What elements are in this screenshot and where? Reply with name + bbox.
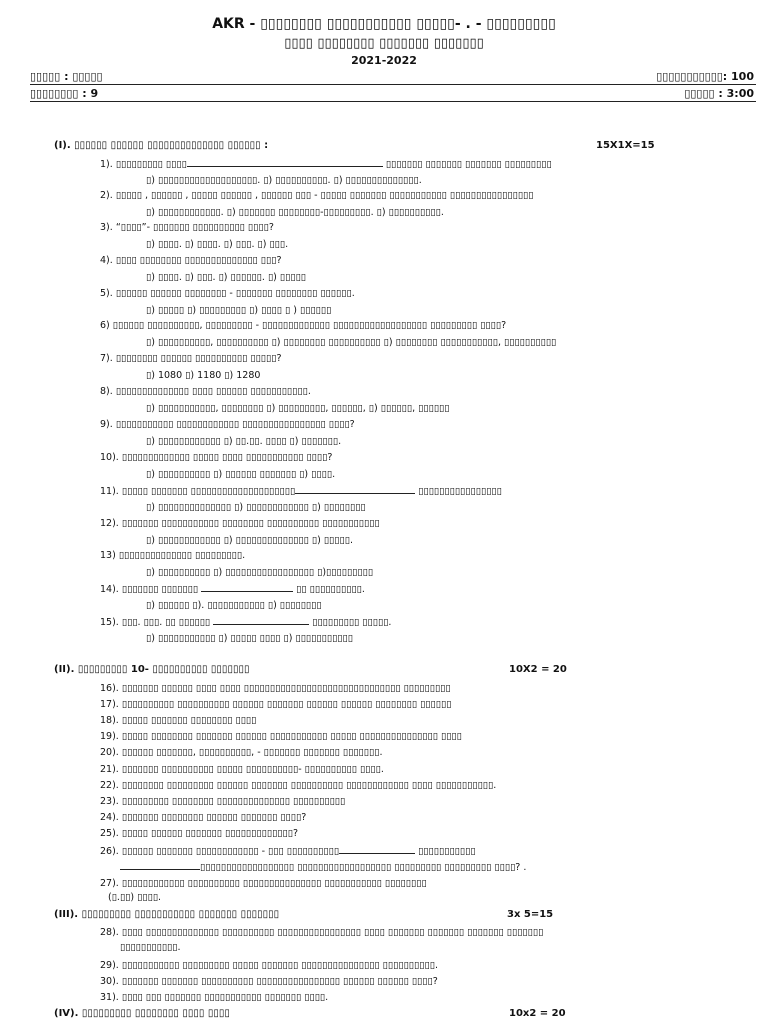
question: 12). ▯▯▯▯▯▯▯ ▯▯▯▯▯▯▯▯▯▯▯ ▯▯▯▯▯▯▯▯ ▯▯▯▯▯▯▯▯▯▯ ▯▯▯▯▯▯▯▯▯▯▯ [100, 518, 380, 529]
question-options: ▯) ▯▯▯▯▯▯▯▯▯▯, ▯▯▯▯▯▯▯▯▯▯ ▯) ▯▯▯▯▯▯▯▯ ▯▯▯▯▯▯▯▯▯▯ ▯) ▯▯▯▯▯▯▯▯ ▯▯▯▯▯▯▯▯▯▯▯, ▯▯▯▯▯▯▯▯▯▯ [146, 337, 557, 348]
question: 11). ▯▯▯▯▯ ▯▯▯▯▯▯▯ ▯▯▯▯▯▯▯▯▯▯▯▯▯▯▯▯▯▯▯▯ ▯▯▯▯▯▯▯▯▯▯▯▯▯▯▯▯ [100, 486, 502, 497]
question: 23). ▯▯▯▯▯▯▯▯▯ ▯▯▯▯▯▯▯▯ ▯▯▯▯▯▯▯▯▯▯▯▯▯▯ ▯▯▯▯▯▯▯▯▯▯ [100, 796, 346, 807]
question: 22). ▯▯▯▯▯▯▯▯ ▯▯▯▯▯▯▯▯▯ ▯▯▯▯▯▯ ▯▯▯▯▯▯▯ ▯▯▯▯▯▯▯▯▯▯ ▯▯▯▯▯▯▯▯▯▯▯▯ ▯▯▯▯ ▯▯▯▯▯▯▯▯▯▯▯. [100, 780, 497, 791]
question-continued: ▯▯▯▯▯▯▯▯▯▯▯▯▯▯▯▯▯▯ ▯▯▯▯▯▯▯▯▯▯▯▯▯▯▯▯▯▯ ▯▯▯▯▯▯▯▯▯ ▯▯▯▯▯▯▯▯▯ ▯▯▯▯? . [120, 861, 760, 874]
question-options: ▯) ▯▯▯▯▯▯▯▯▯▯▯▯ ▯) ▯▯▯▯▯▯▯▯▯▯▯▯▯▯ ▯) ▯▯▯▯▯. [146, 535, 353, 546]
question-options: ▯) ▯▯▯▯▯▯▯▯▯▯▯▯▯▯▯▯▯▯▯. ▯) ▯▯▯▯▯▯▯▯▯▯. ▯) ▯▯▯▯▯▯▯▯▯▯▯▯▯▯. [146, 175, 422, 186]
class-label: ▯▯▯▯▯▯▯▯ : 9 [30, 87, 99, 100]
school-title: AKR - ▯▯▯▯▯▯▯▯ ▯▯▯▯▯▯▯▯▯▯▯ ▯▯▯▯▯- . - ▯▯▯▯▯▯▯▯▯ [212, 16, 556, 32]
section-marks: 3x 5=15 [507, 909, 554, 920]
time-label: ▯▯▯▯▯ : 3:00 [684, 87, 754, 100]
question-options: ▯) ▯▯▯▯. ▯) ▯▯▯▯. ▯) ▯▯▯. ▯) ▯▯▯. [146, 239, 289, 250]
question-options: ▯) ▯▯▯▯▯▯▯▯▯▯▯▯ ▯) ▯▯.▯▯. ▯▯▯▯ ▯) ▯▯▯▯▯▯▯. [146, 436, 342, 447]
question-continued: ▯▯▯▯▯▯▯▯▯▯▯. [120, 942, 181, 953]
question-options: ▯) ▯▯▯▯▯▯▯▯▯▯▯ ▯) ▯▯▯▯▯ ▯▯▯▯ ▯) ▯▯▯▯▯▯▯▯▯▯▯ [146, 633, 353, 644]
header-divider [30, 84, 756, 85]
question: 30). ▯▯▯▯▯▯▯ ▯▯▯▯▯▯▯ ▯▯▯▯▯▯▯▯▯▯ ▯▯▯▯▯▯▯▯▯▯▯▯▯▯▯▯ ▯▯▯▯▯▯ ▯▯▯▯▯▯ ▯▯▯▯? [100, 976, 438, 987]
question: 16). ▯▯▯▯▯▯▯ ▯▯▯▯▯▯ ▯▯▯▯ ▯▯▯▯ ▯▯▯▯▯▯▯▯▯▯▯▯▯▯▯▯▯▯▯▯▯▯▯▯▯▯▯▯▯▯ ▯▯▯▯▯▯▯▯▯ [100, 683, 451, 694]
question: 17). ▯▯▯▯▯▯▯▯▯▯ ▯▯▯▯▯▯▯▯▯▯ ▯▯▯▯▯▯ ▯▯▯▯▯▯▯ ▯▯▯▯▯▯ ▯▯▯▯▯▯ ▯▯▯▯▯▯▯▯ ▯▯▯▯▯▯ [100, 699, 452, 710]
question-options: ▯) ▯▯▯▯▯▯ ▯). ▯▯▯▯▯▯▯▯▯▯▯ ▯) ▯▯▯▯▯▯▯▯ [146, 600, 322, 611]
question: 20). ▯▯▯▯▯▯ ▯▯▯▯▯▯▯, ▯▯▯▯▯▯▯▯▯▯, - ▯▯▯▯▯▯▯ ▯▯▯▯▯▯▯ ▯▯▯▯▯▯▯. [100, 747, 383, 758]
question: 18). ▯▯▯▯▯ ▯▯▯▯▯▯▯ ▯▯▯▯▯▯▯▯ ▯▯▯▯ [100, 715, 257, 726]
question-options: ▯) ▯▯▯▯▯▯▯▯▯▯ ▯) ▯▯▯▯▯▯▯▯▯▯▯▯▯▯▯▯▯ ▯)▯▯▯▯▯▯▯▯▯ [146, 567, 374, 578]
section-marks: 15X1X=15 [596, 140, 655, 151]
section-marks: 10X2 = 20 [509, 664, 567, 675]
academic-year: 2021-2022 [351, 54, 417, 67]
question: 9). ▯▯▯▯▯▯▯▯▯▯▯ ▯▯▯▯▯▯▯▯▯▯▯▯ ▯▯▯▯▯▯▯▯▯▯▯▯▯▯▯▯ ▯▯▯▯? [100, 419, 355, 430]
question: 25). ▯▯▯▯▯ ▯▯▯▯▯▯ ▯▯▯▯▯▯▯ ▯▯▯▯▯▯▯▯▯▯▯▯▯? [100, 828, 299, 839]
question: 5). ▯▯▯▯▯▯ ▯▯▯▯▯▯ ▯▯▯▯▯▯▯▯ - ▯▯▯▯▯▯▯ ▯▯▯▯▯▯▯▯ ▯▯▯▯▯▯. [100, 288, 355, 299]
question: 14). ▯▯▯▯▯▯▯ ▯▯▯▯▯▯▯ ▯▯ ▯▯▯▯▯▯▯▯▯▯. [100, 584, 365, 595]
question: 28). ▯▯▯▯ ▯▯▯▯▯▯▯▯▯▯▯▯▯▯ ▯▯▯▯▯▯▯▯▯▯ ▯▯▯▯▯▯▯▯▯▯▯▯▯▯▯▯ ▯▯▯▯ ▯▯▯▯▯▯▯ ▯▯▯▯▯▯▯ ▯▯▯▯▯▯▯ ▯▯▯▯▯▯▯ [100, 927, 544, 938]
question: 2). ▯▯▯▯▯ , ▯▯▯▯▯▯ , ▯▯▯▯▯ ▯▯▯▯▯▯ , ▯▯▯▯▯▯ ▯▯▯ - ▯▯▯▯▯ ▯▯▯▯▯▯▯ ▯▯▯▯▯▯▯▯▯▯▯ ▯▯▯▯▯▯▯▯▯▯▯▯▯▯▯▯ [100, 190, 534, 201]
section-heading: (I). ▯▯▯▯▯▯ ▯▯▯▯▯▯ ▯▯▯▯▯▯▯▯▯▯▯▯▯▯ ▯▯▯▯▯▯ : [54, 140, 269, 151]
exam-title: ▯▯▯▯ ▯▯▯▯▯▯▯▯ ▯▯▯▯▯▯▯ ▯▯▯▯▯▯▯ [284, 36, 484, 51]
question: 7). ▯▯▯▯▯▯▯▯ ▯▯▯▯▯▯ ▯▯▯▯▯▯▯▯▯▯ ▯▯▯▯▯? [100, 353, 282, 364]
question-options: ▯) ▯▯▯▯▯▯▯▯▯▯▯, ▯▯▯▯▯▯▯▯ ▯) ▯▯▯▯▯▯▯▯▯, ▯▯▯▯▯▯, ▯) ▯▯▯▯▯▯, ▯▯▯▯▯▯ [146, 403, 450, 414]
question: 13) ▯▯▯▯▯▯▯▯▯▯▯▯▯▯ ▯▯▯▯▯▯▯▯▯. [100, 550, 246, 561]
header-divider [30, 101, 756, 102]
subject-label: ▯▯▯▯▯ : ▯▯▯▯▯ [30, 70, 103, 83]
section-marks: 10x2 = 20 [509, 1008, 566, 1019]
question: 1). ▯▯▯▯▯▯▯▯▯ ▯▯▯▯ ▯▯▯▯▯▯▯ ▯▯▯▯▯▯▯ ▯▯▯▯▯▯▯ ▯▯▯▯▯▯▯▯▯ [100, 159, 552, 170]
question-options: ▯) ▯▯▯▯▯▯▯▯▯▯▯▯. ▯) ▯▯▯▯▯▯▯ ▯▯▯▯▯▯▯▯-▯▯▯▯▯▯▯▯▯. ▯) ▯▯▯▯▯▯▯▯▯▯. [146, 207, 444, 218]
question: 21). ▯▯▯▯▯▯▯ ▯▯▯▯▯▯▯▯▯▯ ▯▯▯▯▯ ▯▯▯▯▯▯▯▯▯▯- ▯▯▯▯▯▯▯▯▯▯ ▯▯▯▯. [100, 764, 384, 775]
question-options: ▯) ▯▯▯▯▯▯▯▯▯▯▯▯▯▯ ▯) ▯▯▯▯▯▯▯▯▯▯▯▯ ▯) ▯▯▯▯▯▯▯▯ [146, 502, 366, 513]
question-options: ▯) ▯▯▯▯. ▯) ▯▯▯. ▯) ▯▯▯▯▯▯. ▯) ▯▯▯▯▯ [146, 272, 307, 283]
question: 27). ▯▯▯▯▯▯▯▯▯▯▯▯ ▯▯▯▯▯▯▯▯▯▯ ▯▯▯▯▯▯▯▯▯▯▯▯▯▯▯ ▯▯▯▯▯▯▯▯▯▯▯ ▯▯▯▯▯▯▯▯ [100, 878, 427, 889]
question: 19). ▯▯▯▯▯ ▯▯▯▯▯▯▯▯ ▯▯▯▯▯▯▯ ▯▯▯▯▯▯ ▯▯▯▯▯▯▯▯▯▯▯ ▯▯▯▯▯ ▯▯▯▯▯▯▯▯▯▯▯▯▯▯▯ ▯▯▯▯ [100, 731, 462, 742]
question: 4). ▯▯▯▯ ▯▯▯▯▯▯▯▯ ▯▯▯▯▯▯▯▯▯▯▯▯▯▯ ▯▯▯? [100, 255, 282, 266]
question: 29). ▯▯▯▯▯▯▯▯▯▯▯ ▯▯▯▯▯▯▯▯▯ ▯▯▯▯▯ ▯▯▯▯▯▯▯ ▯▯▯▯▯▯▯▯▯▯▯▯▯▯▯ ▯▯▯▯▯▯▯▯▯▯. [100, 960, 438, 971]
section-heading: (IV). ▯▯▯▯▯▯▯▯▯ ▯▯▯▯▯▯▯▯ ▯▯▯▯ ▯▯▯▯ [54, 1008, 230, 1019]
question: 31). ▯▯▯▯ ▯▯▯ ▯▯▯▯▯▯▯ ▯▯▯▯▯▯▯▯▯▯▯ ▯▯▯▯▯▯▯ ▯▯▯▯. [100, 992, 329, 1003]
question: 15). ▯▯▯. ▯▯▯. ▯▯ ▯▯▯▯▯▯ ▯▯▯▯▯▯▯▯▯ ▯▯▯▯▯. [100, 617, 392, 628]
question: 8). ▯▯▯▯▯▯▯▯▯▯▯▯▯▯ ▯▯▯▯ ▯▯▯▯▯▯ ▯▯▯▯▯▯▯▯▯▯▯. [100, 386, 311, 397]
total-marks: ▯▯▯▯▯▯▯▯▯▯▯: 100 [656, 70, 754, 83]
question: 3). “▯▯▯▯”- ▯▯▯▯▯▯▯ ▯▯▯▯▯▯▯▯▯▯ ▯▯▯▯? [100, 222, 274, 233]
question: 24). ▯▯▯▯▯▯▯ ▯▯▯▯▯▯▯▯ ▯▯▯▯▯▯ ▯▯▯▯▯▯▯ ▯▯▯▯? [100, 812, 307, 823]
section-heading: (II). ▯▯▯▯▯▯▯▯▯ 10- ▯▯▯▯▯▯▯▯▯▯ ▯▯▯▯▯▯▯ [54, 664, 250, 675]
question-options: ▯) ▯▯▯▯▯▯▯▯▯▯ ▯) ▯▯▯▯▯▯ ▯▯▯▯▯▯▯ ▯) ▯▯▯▯. [146, 469, 336, 480]
question-options: ▯) 1080 ▯) 1180 ▯) 1280 [146, 370, 261, 381]
question: 26). ▯▯▯▯▯▯ ▯▯▯▯▯▯▯ ▯▯▯▯▯▯▯▯▯▯▯▯ - ▯▯▯ ▯▯▯▯▯▯▯▯▯▯ ▯▯▯▯▯▯▯▯▯▯▯ [100, 846, 476, 857]
section-heading: (III). ▯▯▯▯▯▯▯▯▯ ▯▯▯▯▯▯▯▯▯▯▯ ▯▯▯▯▯▯▯ ▯▯▯▯▯▯▯ [54, 909, 280, 920]
question-options: (▯.▯▯) ▯▯▯▯. [108, 892, 162, 903]
question-options: ▯) ▯▯▯▯▯ ▯) ▯▯▯▯▯▯▯▯▯ ▯) ▯▯▯▯ ▯ ) ▯▯▯▯▯▯ [146, 305, 332, 316]
question: 10). ▯▯▯▯▯▯▯▯▯▯▯▯▯ ▯▯▯▯▯ ▯▯▯▯ ▯▯▯▯▯▯▯▯▯▯▯ ▯▯▯▯? [100, 452, 333, 463]
question: 6) ▯▯▯▯▯▯ ▯▯▯▯▯▯▯▯▯▯, ▯▯▯▯▯▯▯▯▯ - ▯▯▯▯▯▯▯▯▯▯▯▯▯ ▯▯▯▯▯▯▯▯▯▯▯▯▯▯▯▯▯▯ ▯▯▯▯▯▯▯▯▯ ▯▯▯▯? [100, 320, 507, 331]
